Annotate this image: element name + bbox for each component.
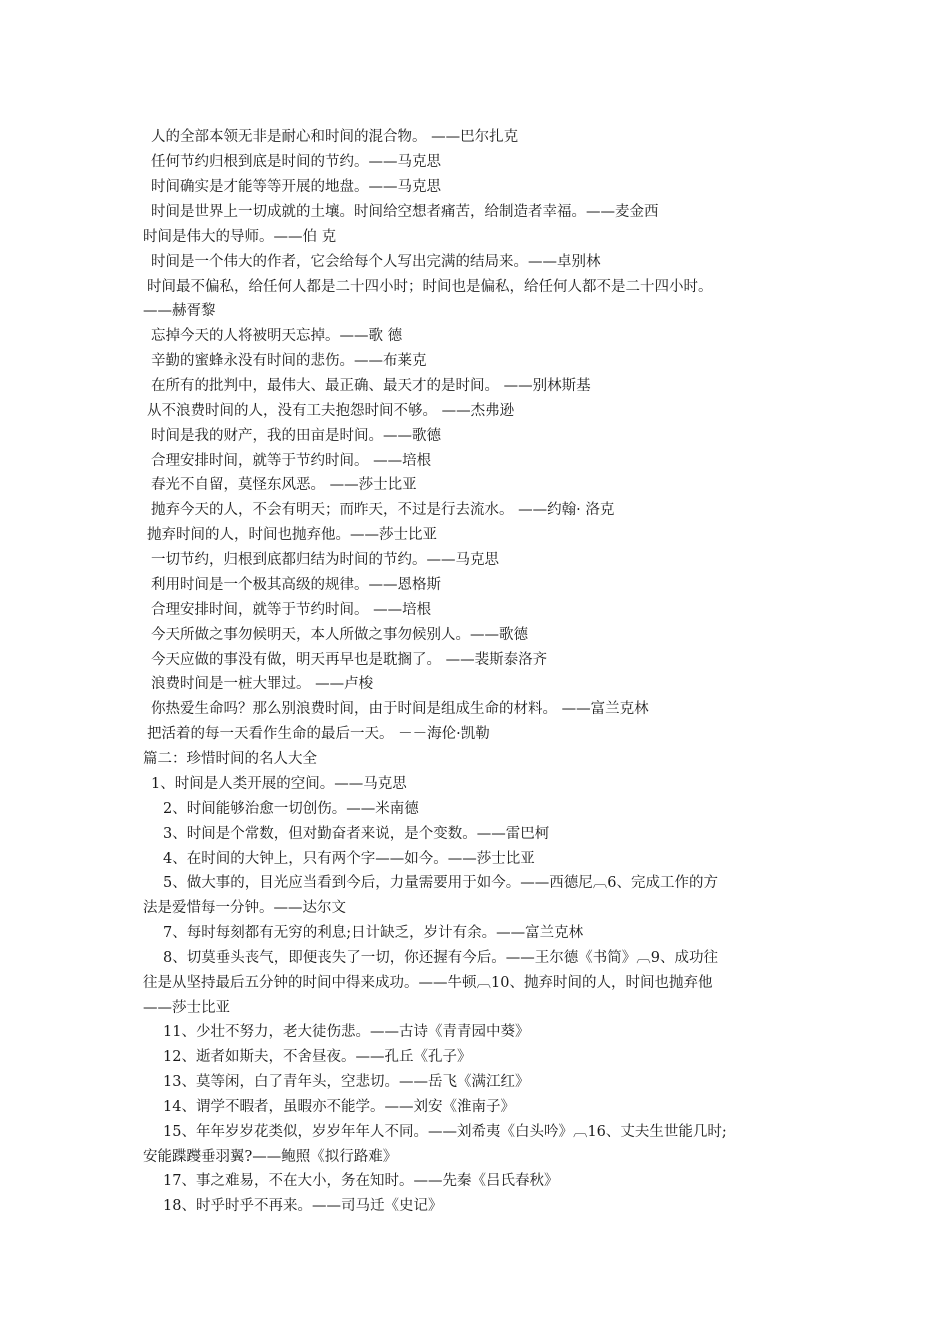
quote-line-21: 今天应做的事没有做，明天再早也是耽搁了。 ——裴斯泰洛齐 xyxy=(151,652,548,668)
quote-line-13: 合理安排时间，就等于节约时间。 ——培根 xyxy=(151,453,432,469)
numbered-quote-15-cont: 安能蹀躞垂羽翼?——鲍照《拟行路难》 xyxy=(143,1149,398,1165)
quote-line-15: 抛弃今天的人，不会有明天；而昨天，不过是行去流水。 ——约翰· 洛克 xyxy=(151,502,615,518)
numbered-quote-14: 14、谓学不暇者，虽暇亦不能学。——刘安《淮南子》 xyxy=(163,1099,515,1115)
quote-line-18: 利用时间是一个极其高级的规律。——恩格斯 xyxy=(151,577,441,593)
numbered-quote-8-cont: 往是从坚持最后五分钟的时间中得来成功。——牛顿︹10、抛弃时间的人，时间也抛弃他 xyxy=(143,975,713,991)
numbered-quote-8: 8、切莫垂头丧气，即便丧失了一切，你还握有今后。——王尔德《书简》︹9、成功往 xyxy=(163,950,718,966)
numbered-quote-4: 4、在时间的大钟上，只有两个字——如今。——莎士比亚 xyxy=(163,851,535,867)
quote-line-6: 时间是一个伟大的作者，它会给每个人写出完满的结局来。——卓别林 xyxy=(151,254,601,270)
quote-line-1: 人的全部本领无非是耐心和时间的混合物。 ——巴尔扎克 xyxy=(151,129,519,145)
quote-line-7-cont: ——赫胥黎 xyxy=(143,303,216,319)
quote-line-7: 时间最不偏私，给任何人都是二十四小时；时间也是偏私，给任何人都不是二十四小时。 xyxy=(147,279,713,295)
quote-line-8: 忘掉今天的人将被明天忘掉。——歌 德 xyxy=(151,328,403,344)
quote-line-22: 浪费时间是一桩大罪过。 ——卢梭 xyxy=(151,676,374,692)
quote-line-9: 辛勤的蜜蜂永没有时间的悲伤。——布莱克 xyxy=(151,353,427,369)
numbered-quote-2: 2、时间能够治愈一切创伤。——米南德 xyxy=(163,801,419,817)
numbered-quote-5: 5、做大事的，目光应当看到今后，力量需要用于如今。——西德尼︹6、完成工作的方 xyxy=(163,875,718,891)
numbered-quote-7: 7、每时每刻都有无穷的利息;日计缺乏，岁计有余。——富兰克林 xyxy=(163,925,584,941)
quote-line-17: 一切节约，归根到底都归结为时间的节约。——马克思 xyxy=(151,552,499,568)
quote-line-12: 时间是我的财产，我的田亩是时间。——歌德 xyxy=(151,428,441,444)
quote-line-19: 合理安排时间，就等于节约时间。 ——培根 xyxy=(151,602,432,618)
numbered-quote-5-cont: 法是爱惜每一分钟。——达尔文 xyxy=(143,900,346,916)
quote-line-24: 把活着的每一天看作生命的最后一天。 －－海伦·凯勒 xyxy=(147,726,490,742)
numbered-quote-8-cont2: ——莎士比亚 xyxy=(143,1000,230,1016)
quote-line-3: 时间确实是才能等等开展的地盘。——马克思 xyxy=(151,179,441,195)
numbered-quote-12: 12、逝者如斯夫，不舍昼夜。——孔丘《孔子》 xyxy=(163,1049,472,1065)
section-heading: 篇二：珍惜时间的名人大全 xyxy=(143,751,317,767)
numbered-quote-1: 1、时间是人类开展的空间。——马克思 xyxy=(151,776,407,792)
numbered-quote-18: 18、时乎时乎不再来。——司马迁《史记》 xyxy=(163,1198,443,1214)
quote-line-20: 今天所做之事勿候明天，本人所做之事勿候别人。——歌德 xyxy=(151,627,528,643)
numbered-quote-13: 13、莫等闲，白了青年头，空悲切。——岳飞《满江红》 xyxy=(163,1074,530,1090)
numbered-quote-3: 3、时间是个常数，但对勤奋者来说，是个变数。——雷巴柯 xyxy=(163,826,550,842)
quote-line-4: 时间是世界上一切成就的土壤。时间给空想者痛苦，给制造者幸福。——麦金西 xyxy=(151,204,659,220)
quote-line-11: 从不浪费时间的人，没有工夫抱怨时间不够。 ——杰弗逊 xyxy=(147,403,515,419)
quote-line-10: 在所有的批判中，最伟大、最正确、最天才的是时间。 ——别林斯基 xyxy=(151,378,591,394)
quote-line-14: 春光不自留，莫怪东风恶。 ——莎士比亚 xyxy=(151,477,417,493)
quote-line-16: 抛弃时间的人，时间也抛弃他。——莎士比亚 xyxy=(147,527,437,543)
numbered-quote-15: 15、年年岁岁花类似，岁岁年年人不同。——刘希夷《白头吟》︹16、丈夫生世能几时; xyxy=(163,1124,727,1140)
numbered-quote-11: 11、少壮不努力，老大徒伤悲。——古诗《青青园中葵》 xyxy=(163,1024,530,1040)
quote-line-5: 时间是伟大的导师。——伯 克 xyxy=(143,229,337,245)
quote-line-23: 你热爱生命吗？那么别浪费时间，由于时间是组成生命的材料。 ——富兰克林 xyxy=(151,701,649,717)
numbered-quote-17: 17、事之难易，不在大小，务在知时。——先秦《吕氏春秋》 xyxy=(163,1173,559,1189)
quote-line-2: 任何节约归根到底是时间的节约。——马克思 xyxy=(151,154,441,170)
